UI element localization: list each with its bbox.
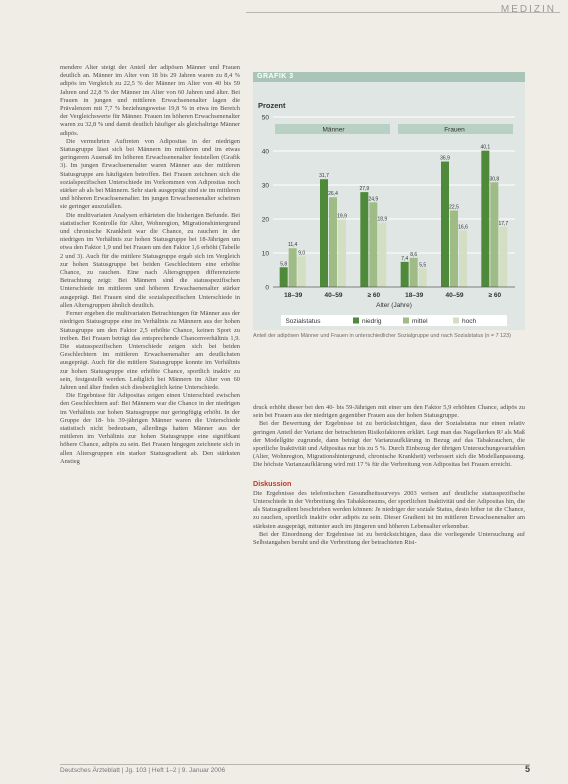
legend-label: hoch: [462, 318, 477, 325]
y-tick-label: 30: [261, 182, 269, 190]
x-tick-label: 40–59: [324, 292, 343, 299]
y-tick-label: 0: [265, 284, 269, 292]
data-label: 30,8: [489, 176, 500, 183]
data-label: 31,7: [319, 173, 329, 180]
bar: [459, 231, 467, 287]
y-axis-label: Prozent: [258, 101, 286, 110]
left-text-column: [60, 64, 240, 466]
paragraph: druck erhöht dieser bei den 40- bis 59-Jährigen mit einer um den Faktor 5,9 erhöhten Chance, adipös zu sein bei Frauen aus der niedrigen gegenüber Frauen aus der hohen Statusgruppe.: [253, 404, 525, 420]
legend-swatch: [453, 318, 459, 324]
bar: [280, 267, 288, 287]
section-label: MEDIZIN: [500, 4, 556, 15]
legend-swatch: [353, 318, 359, 324]
bar: [360, 192, 368, 287]
paragraph: Die Ergebnisse des telefonischen Gesundheitssurveys 2003 weisen auf deutliche statusspezifische Unterschiede in der Verbreitung des Tabakkonsums, der sportlichen Inaktivität und der Adipositas hin, die als Statusgradient beschrieben werden können: Je niedriger der soziale Status, desto höher ist die Chance, zu rauchen, sportlich inaktiv oder adipös zu sein. Dieser Gradient ist im mittleren Erwachsenenalter am stärksten ausgeprägt, mitunter auch im jüngeren und höheren Lebensalter erkennbar.: [253, 489, 525, 530]
paragraph: Ferner ergeben die multivariaten Betrachtungen für Männer aus der niedrigen Statusgruppe eine im Verhältnis zu Männern aus der hohen Statusgruppe um den Faktor 2,5 erhöhte Chance, keinen Sport zu treiben. Bei Frauen beträgt das entsprechende Chancenverhältnis 1,9. Die statusspezifischen Unterschiede zeigen sich bei beiden Geschlechtern im mittleren Erwachsenenalter am deutlichsten ausgeprägt. Auch für die mittlere Statusgruppe konnte im Verhältnis zur hohen Statusgruppe eine erhöhte Chance, sportlich inaktiv zu sein, festgestellt werden. Lediglich bei Männern im Alter von 60 Jahren und älter finden sich diesbezüglich keine Unterschiede.: [60, 310, 240, 391]
data-label: 9,0: [298, 250, 306, 257]
group-label-men: Männer: [322, 126, 345, 134]
legend-label: niedrig: [362, 318, 382, 325]
footer-rule: [60, 764, 530, 765]
y-tick-label: 20: [261, 216, 269, 224]
data-label: 24,9: [368, 196, 379, 203]
paragraph: Die vermehrten Auftreten von Adipositas in der niedrigen Statusgruppe lässt sich bei Männern im mittleren und im etwas geringerem Ausmaß im höheren Erwachsenenalter feststellen (Grafik 3). Im jungen Erwachsenenalter waren Männer aus der mittleren Statusgruppe am häufigsten betroffen. Bei Frauen zeichnen sich die sozialspezifischen Unterschiede im Vorkommen von Adipositas noch stärker ab als bei Männern. Sehr stark ausgeprägt sind sie im mittleren und höheren Erwachsenenalter. Im jungen Erwachsenenalter scheinen sie geringer auszufallen.: [60, 137, 240, 211]
bar: [410, 258, 418, 287]
data-label: 16,6: [458, 224, 468, 231]
bar: [401, 262, 409, 287]
figure-tag: [253, 72, 525, 82]
group-label-women: Frauen: [444, 126, 465, 134]
data-label: 22,5: [449, 204, 459, 211]
data-label: 36,9: [440, 155, 450, 162]
bar: [441, 162, 449, 287]
bar: [419, 268, 427, 287]
data-label: 26,4: [328, 191, 338, 198]
data-label: 8,6: [410, 251, 418, 258]
y-tick-label: 50: [261, 114, 269, 122]
figure-panel: [253, 72, 525, 330]
bar-chart: [253, 82, 525, 330]
paragraph: Bei der Bewertung der Ergebnisse ist zu berücksichtigen, dass der Sozialstatus nur einen relativ geringen Anteil der Varianz der betrachteten Risikofaktoren erklärt. Legt man das Nagelkerkes R² als Maß der Modellgüte zugrunde, dann beträgt der Varianzaufklärung in Bezug auf das Tabakrauchen, die sportliche Inaktivität und Adipositas nur bis zu 5 %. Durch Einbezug der übrigen Untersuchungsvariablen (Alter, Wohnregion, Migrationshintergrund, chronische Krankheit) verbessert sich die Modellanpassung. Die höchste Varianzaufklärung wird mit 17 % für die Verbreitung von Adipositas bei Frauen erreicht.: [253, 420, 525, 469]
x-tick-label: ≥ 60: [367, 292, 381, 299]
x-tick-label: 18–39: [405, 292, 424, 299]
figure-tag-label: GRAFIK 3: [257, 73, 294, 80]
bar: [378, 223, 386, 287]
legend-swatch: [403, 318, 409, 324]
bar: [289, 248, 297, 287]
data-label: 17,7: [498, 220, 509, 227]
bar: [369, 202, 377, 287]
x-axis-label: Alter (Jahre): [376, 302, 412, 309]
data-label: 7,4: [401, 255, 409, 262]
legend-title: Sozialstatus: [285, 318, 321, 325]
bar: [490, 182, 498, 287]
data-label: 5,8: [280, 261, 288, 268]
bar: [481, 151, 489, 287]
bar: [298, 256, 306, 287]
data-label: 11,4: [287, 242, 298, 249]
paragraph: Die Ergebnisse für Adipositas zeigen einen Unterschied zwischen den Geschlechtern auf: Bei Männern war die Chance in der niedrigen im Verhältnis zur hohen Statusgruppe nur geringfügig erhöht. In der Gruppe der 18- bis 39-jährigen Männer waren die Unterschiede statistisch nicht bedeutsam, allerdings hatten Männer aus der mittleren im Verhältnis zur hohen Statusgruppe eine signifikant höhere Chance, adipös zu sein. Bei Frauen hingegen zeichnete sich in allen Altersgruppen ein starker Statusgradient ab. Den stärksten Anstieg: [60, 392, 240, 465]
bar: [450, 211, 458, 288]
data-label: 27,9: [359, 186, 370, 193]
x-tick-label: 18–39: [284, 292, 303, 299]
x-tick-label: ≥ 60: [488, 292, 502, 299]
bar: [320, 179, 328, 287]
bar: [499, 227, 507, 287]
discussion-heading: Diskussion: [253, 478, 292, 488]
x-tick-label: 40–59: [445, 292, 464, 299]
data-label: 18,9: [377, 216, 388, 223]
data-label: 5,5: [419, 262, 427, 269]
page-number: 5: [524, 764, 530, 774]
paragraph: Bei der Einordnung der Ergebnisse ist zu berücksichtigen, dass die vorliegende Untersuchung auf Selbstangaben beruht und die Verbreitung der betrachteten Risi-: [253, 530, 525, 547]
y-tick-label: 40: [261, 148, 269, 156]
paragraph: mendere Alter steigt der Anteil der adipösen Männer und Frauen deutlich an. Männer im Alter von 18 bis 29 Jahren waren zu 8,4 % adipös im Vergleich zu 22,5 % der Männer im Alter von 40 bis 59 Jahren und 22,8 % der Männer im Alter von 60 Jahren und älter. Bei Frauen in jungen und mittleren Erwachsenenalter lagen die Prävalenzen mit 7,7 % beziehungsweise 19,8 % in etwa im Bereich der Vergleichswerte für Männer. Frauen im höheren Erwachsenenalter waren zu 32,8 % und damit deutlich häufiger als gleichaltrige Männer adipös.: [60, 64, 240, 137]
bar: [338, 219, 346, 287]
journal-footer: Deutsches Ärzteblatt | Jg. 103 | Heft 1–2 | 9. Januar 2006: [60, 767, 226, 774]
figure-caption: Anteil der adipösen Männer und Frauen in unterschiedlicher Sozialgruppe und nach Sozialstatus (n = 7 123): [253, 333, 511, 339]
data-label: 40,1: [480, 144, 491, 151]
y-tick-label: 10: [261, 250, 269, 258]
paragraph: Die multivariaten Analysen erhärteten die bisherigen Befunde. Bei statistischer Kontrolle für Alter, Wohnregion, Migrationshintergrund und chronische Krankheit war die Chance, zu rauchen in der niedrigen im Verhältnis zur hohen Statusgruppe bei 18-Jährigen um etwa den Faktor 1,9 und bei Frauen um den Faktor 1,6 erhöht (Tabelle 2 und 3). Auch für die mittlere Statusgruppe ergab sich im Vergleich zur hohen Statusgruppe bei beiden Geschlechtern eine erhöhte Chance, zu rauchen. Eine nach Altersgruppen differenzierte Betrachtung zeigt: Bei Männern sind die statusspezifischen Unterschiede im mittleren und höheren Erwachsenenalter stärker ausgeprägt. Bei Frauen sind die sozialspezifischen Unterschiede in allen Altersgruppen ähnlich deutlich.: [60, 211, 240, 309]
data-label: 19,9: [337, 213, 347, 220]
bar: [329, 197, 337, 287]
right-text-column: [253, 404, 525, 547]
legend-label: mittel: [412, 318, 428, 325]
